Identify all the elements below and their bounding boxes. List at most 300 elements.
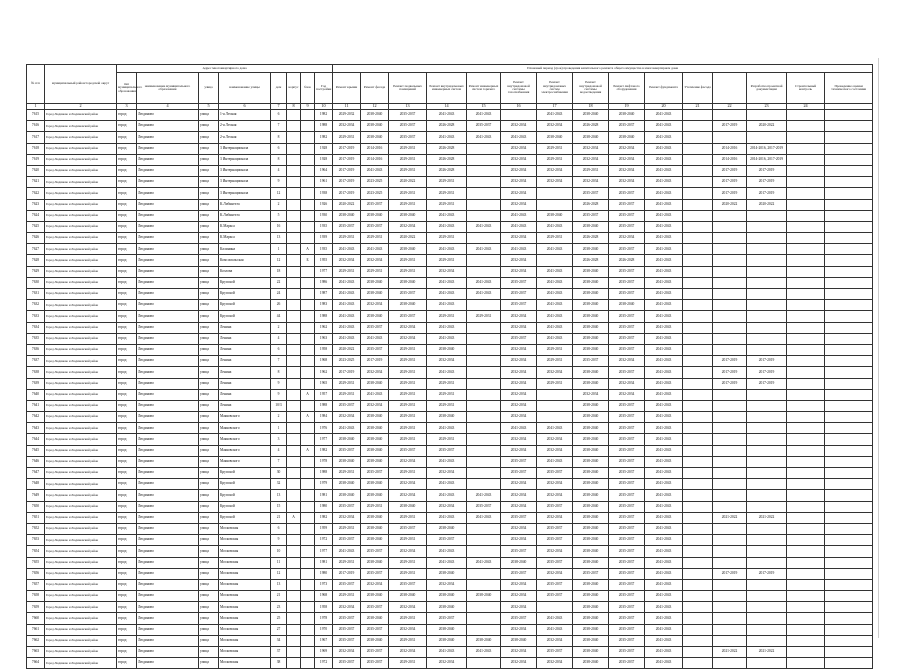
region-cell: Город Людиново и Людиновский район: [45, 412, 117, 423]
building-cell: [301, 568, 315, 579]
work-period-cell: 2041-2043: [427, 289, 467, 300]
korpus-cell: [287, 557, 301, 568]
street-type-cell: улица: [199, 546, 219, 557]
column-number: 1: [27, 104, 45, 110]
house-cell: 25: [271, 613, 287, 624]
work-period-cell: 2041-2043: [333, 322, 361, 333]
work-period-cell: [537, 400, 573, 411]
work-period-cell: 2029-2031: [333, 389, 361, 400]
settlement-cell: Людиново: [137, 221, 199, 232]
work-period-cell: 2038-2040: [361, 535, 389, 546]
table-row: [27, 523, 873, 534]
work-period-cell: 2032-2034: [501, 647, 537, 658]
year-cell: 1988: [315, 121, 333, 132]
table-row: [27, 221, 873, 232]
work-period-cell: [683, 579, 713, 590]
work-period-cell: [713, 468, 747, 479]
street-cell: Ленина: [219, 367, 271, 378]
year-cell: 1986: [315, 277, 333, 288]
column-number: 20: [645, 104, 683, 110]
table-row: [27, 154, 873, 165]
work-period-cell: [747, 423, 787, 434]
work-period-cell: 2035-2037: [389, 445, 427, 456]
settlement-type-cell: город: [117, 602, 137, 613]
work-period-cell: 2017-2019: [333, 188, 361, 199]
work-period-cell: 2035-2037: [389, 579, 427, 590]
work-period-cell: 2041-2043: [645, 277, 683, 288]
house-cell: 26: [271, 300, 287, 311]
work-period-cell: 2038-2040: [333, 210, 361, 221]
work-period-cell: 2041-2043: [645, 110, 683, 121]
work-period-cell: [825, 624, 873, 635]
table-row: [27, 356, 873, 367]
work-period-cell: 2041-2043: [645, 165, 683, 176]
work-period-cell: 2041-2043: [537, 110, 573, 121]
work-period-cell: 2035-2037: [333, 624, 361, 635]
korpus-cell: [287, 143, 301, 154]
work-period-cell: 2035-2037: [609, 367, 645, 378]
work-period-cell: 2041-2043: [537, 613, 573, 624]
street-type-cell: улица: [199, 333, 219, 344]
house-cell: 6: [271, 143, 287, 154]
street-type-cell: улица: [199, 378, 219, 389]
work-period-cell: [747, 266, 787, 277]
settlement-type-cell: город: [117, 635, 137, 646]
table-row: [27, 110, 873, 121]
region-cell: Город Людиново и Людиновский район: [45, 490, 117, 501]
work-period-cell: [747, 523, 787, 534]
work-period-cell: 2041-2043: [645, 221, 683, 232]
work-period-cell: [747, 602, 787, 613]
work-period-cell: 2032-2034: [389, 479, 427, 490]
work-period-cell: 2029-2031: [537, 356, 573, 367]
building-cell: [301, 356, 315, 367]
settlement-cell: Людиново: [137, 647, 199, 658]
street-type-cell: улица: [199, 210, 219, 221]
work-period-cell: 2038-2040: [573, 423, 609, 434]
work-period-cell: 2035-2037: [609, 423, 645, 434]
house-cell: 4: [271, 333, 287, 344]
work-period-cell: 2035-2037: [609, 602, 645, 613]
work-period-cell: [747, 613, 787, 624]
work-period-cell: 2035-2037: [333, 221, 361, 232]
work-period-cell: 2038-2040: [467, 635, 501, 646]
work-period-cell: 2041-2043: [645, 512, 683, 523]
korpus-cell: [287, 154, 301, 165]
row-number: 7640: [27, 389, 45, 400]
table-row: [27, 389, 873, 400]
table-row: [27, 266, 873, 277]
work-period-cell: 2035-2037: [361, 221, 389, 232]
region-cell: Город Людиново и Людиновский район: [45, 434, 117, 445]
settlement-cell: Людиново: [137, 501, 199, 512]
region-cell: Город Людиново и Людиновский район: [45, 199, 117, 210]
work-period-cell: 2035-2037: [609, 289, 645, 300]
settlement-cell: Людиново: [137, 154, 199, 165]
work-period-cell: 2035-2037: [609, 277, 645, 288]
work-period-cell: 2029-2031: [427, 255, 467, 266]
work-period-cell: 2041-2043: [361, 165, 389, 176]
work-period-cell: 2041-2043: [427, 367, 467, 378]
row-number: 7642: [27, 412, 45, 423]
settlement-type-cell: город: [117, 501, 137, 512]
work-period-cell: 2020-2022: [389, 177, 427, 188]
col-street-header: наименование улицы: [219, 73, 271, 104]
row-number: 7634: [27, 322, 45, 333]
work-period-cell: 2035-2037: [361, 199, 389, 210]
work-period-cell: 2029-2031: [389, 143, 427, 154]
work-period-cell: [825, 378, 873, 389]
table-row: [27, 602, 873, 613]
region-cell: Город Людиново и Людиновский район: [45, 110, 117, 121]
work-period-cell: [537, 199, 573, 210]
work-period-cell: 2035-2037: [609, 512, 645, 523]
street-type-cell: улица: [199, 613, 219, 624]
work-period-cell: [787, 412, 825, 423]
work-period-cell: [825, 456, 873, 467]
work-period-cell: [787, 523, 825, 534]
work-period-cell: [825, 490, 873, 501]
work-period-cell: 2035-2037: [537, 523, 573, 534]
settlement-cell: Людиново: [137, 143, 199, 154]
work-period-cell: 2041-2043: [645, 635, 683, 646]
house-cell: 23: [271, 602, 287, 613]
settlement-cell: Людиново: [137, 132, 199, 143]
row-number: 7619: [27, 154, 45, 165]
work-period-cell: 2035-2037: [537, 557, 573, 568]
work-period-cell: 2032-2034: [389, 602, 427, 613]
korpus-cell: [287, 378, 301, 389]
work-period-cell: 2038-2040: [361, 110, 389, 121]
work-period-cell: 2041-2043: [427, 300, 467, 311]
work-period-cell: [683, 389, 713, 400]
work-period-cell: 2014-2016: [361, 154, 389, 165]
row-number: 7656: [27, 568, 45, 579]
work-period-cell: 2041-2043: [361, 389, 389, 400]
work-period-cell: 2017-2019: [713, 367, 747, 378]
street-cell: 3 Интернационала: [219, 154, 271, 165]
work-period-cell: 2038-2040: [573, 322, 609, 333]
table-body: [27, 110, 873, 669]
work-period-cell: 2041-2043: [645, 579, 683, 590]
korpus-cell: [287, 658, 301, 669]
column-number: 16: [501, 104, 537, 110]
street-type-cell: улица: [199, 658, 219, 669]
work-period-cell: 2035-2037: [537, 579, 573, 590]
work-period-cell: 2032-2034: [427, 468, 467, 479]
building-cell: [301, 300, 315, 311]
work-period-cell: 2032-2034: [501, 356, 537, 367]
work-period-cell: [747, 322, 787, 333]
building-cell: [301, 333, 315, 344]
street-cell: Крупской: [219, 300, 271, 311]
work-period-cell: 2035-2037: [501, 546, 537, 557]
work-period-cell: [683, 546, 713, 557]
settlement-cell: Людиново: [137, 322, 199, 333]
year-cell: 1928: [315, 143, 333, 154]
work-period-cell: 2041-2043: [645, 143, 683, 154]
work-period-cell: [787, 255, 825, 266]
work-period-cell: [825, 289, 873, 300]
table-row: [27, 188, 873, 199]
work-period-cell: [825, 322, 873, 333]
work-period-cell: 2020-2022: [333, 344, 361, 355]
work-period-cell: 2038-2040: [573, 501, 609, 512]
work-period-cell: 2035-2037: [573, 210, 609, 221]
korpus-cell: [287, 468, 301, 479]
street-cell: Московская: [219, 523, 271, 534]
work-period-cell: 2038-2040: [361, 210, 389, 221]
row-number: 7620: [27, 165, 45, 176]
settlement-cell: Людиново: [137, 199, 199, 210]
work-period-cell: [825, 110, 873, 121]
settlement-cell: Людиново: [137, 378, 199, 389]
work-period-cell: 2026-2028: [427, 121, 467, 132]
house-cell: 9: [271, 389, 287, 400]
work-period-cell: 2017-2019: [747, 367, 787, 378]
building-cell: [301, 143, 315, 154]
region-cell: Город Людиново и Людиновский район: [45, 523, 117, 534]
work-period-cell: 2017-2019: [713, 188, 747, 199]
street-type-cell: улица: [199, 523, 219, 534]
region-cell: Город Людиново и Людиновский район: [45, 210, 117, 221]
work-period-cell: 2029-2031: [389, 165, 427, 176]
work-period-cell: 2032-2034: [501, 412, 537, 423]
work-period-cell: [747, 221, 787, 232]
house-cell: 1: [271, 244, 287, 255]
work-period-cell: 2032-2034: [501, 344, 537, 355]
year-cell: 1965: [315, 378, 333, 389]
work-period-cell: [747, 277, 787, 288]
street-cell: Ленина: [219, 356, 271, 367]
work-period-cell: 2029-2032: [333, 110, 361, 121]
building-cell: [301, 456, 315, 467]
korpus-cell: [287, 479, 301, 490]
work-period-cell: 2032-2034: [501, 266, 537, 277]
work-period-cell: 2035-2037: [389, 121, 427, 132]
work-period-cell: [825, 311, 873, 322]
work-period-cell: [825, 210, 873, 221]
work-period-cell: 2038-2040: [361, 635, 389, 646]
row-number: 7621: [27, 177, 45, 188]
work-period-cell: 2029-2031: [389, 535, 427, 546]
work-period-cell: 2029-2031: [389, 389, 427, 400]
settlement-cell: Людиново: [137, 624, 199, 635]
work-period-cell: [683, 311, 713, 322]
table-row: [27, 658, 873, 669]
house-cell: 21: [271, 591, 287, 602]
col-facade-header: Ремонт фасада: [361, 73, 389, 104]
work-period-cell: [787, 177, 825, 188]
work-period-cell: 2038-2040: [573, 468, 609, 479]
korpus-cell: [287, 591, 301, 602]
table-row: [27, 557, 873, 568]
work-period-cell: 2041-2043: [645, 389, 683, 400]
work-period-cell: 2041-2043: [645, 501, 683, 512]
year-cell: 1982: [315, 445, 333, 456]
settlement-type-cell: город: [117, 143, 137, 154]
work-period-cell: 2038-2040: [361, 311, 389, 322]
work-period-cell: 2017-2019: [747, 378, 787, 389]
settlement-cell: Людиново: [137, 557, 199, 568]
work-period-cell: [713, 434, 747, 445]
work-period-cell: 2020-2022: [747, 121, 787, 132]
street-type-cell: улица: [199, 423, 219, 434]
work-period-cell: 2035-2037: [609, 244, 645, 255]
work-period-cell: 2035-2037: [333, 635, 361, 646]
work-period-cell: 2032-2034: [361, 255, 389, 266]
work-period-cell: 2032-2034: [427, 501, 467, 512]
settlement-cell: Людиново: [137, 535, 199, 546]
building-cell: [301, 490, 315, 501]
work-period-cell: [747, 501, 787, 512]
work-period-cell: 2032-2034: [501, 154, 537, 165]
row-number: 7657: [27, 579, 45, 590]
settlement-cell: Людиново: [137, 591, 199, 602]
house-cell: 12: [271, 255, 287, 266]
work-period-cell: 2038-2040: [573, 434, 609, 445]
building-cell: Б: [301, 255, 315, 266]
work-period-cell: 2017-2019: [713, 121, 747, 132]
work-period-cell: 2041-2043: [467, 132, 501, 143]
work-period-cell: 2041-2043: [645, 591, 683, 602]
work-period-cell: 2032-2034: [609, 389, 645, 400]
region-cell: Город Людиново и Людиновский район: [45, 635, 117, 646]
work-period-cell: 2038-2040: [573, 479, 609, 490]
work-period-cell: 2035-2037: [609, 266, 645, 277]
work-period-cell: 2032-2034: [389, 546, 427, 557]
work-period-cell: 2032-2034: [501, 523, 537, 534]
work-period-cell: 2032-2034: [573, 177, 609, 188]
work-period-cell: [467, 434, 501, 445]
settlement-type-cell: город: [117, 165, 137, 176]
year-cell: 1967: [315, 635, 333, 646]
street-cell: Московская: [219, 635, 271, 646]
work-period-cell: [683, 501, 713, 512]
work-period-cell: 2029-2031: [389, 512, 427, 523]
street-cell: Калинина: [219, 244, 271, 255]
work-period-cell: 2041-2043: [645, 647, 683, 658]
region-cell: Город Людиново и Людиновский район: [45, 311, 117, 322]
work-period-cell: 2032-2034: [427, 579, 467, 590]
work-period-cell: 2038-2040: [333, 434, 361, 445]
table-row: [27, 624, 873, 635]
year-cell: 1970: [315, 624, 333, 635]
street-cell: Крупской: [219, 512, 271, 523]
settlement-cell: Людиново: [137, 423, 199, 434]
work-period-cell: 2032-2034: [501, 188, 537, 199]
street-type-cell: улица: [199, 177, 219, 188]
work-period-cell: 2017-2019: [333, 143, 361, 154]
work-period-cell: 2023-2025: [361, 177, 389, 188]
street-type-cell: улица: [199, 132, 219, 143]
work-period-cell: [713, 445, 747, 456]
work-period-cell: 2041-2043: [427, 479, 467, 490]
table-row: [27, 255, 873, 266]
korpus-cell: [287, 490, 301, 501]
work-period-cell: [683, 188, 713, 199]
row-number: 7625: [27, 221, 45, 232]
work-period-cell: [713, 300, 747, 311]
work-period-cell: [683, 177, 713, 188]
work-period-cell: 2041-2043: [427, 490, 467, 501]
house-cell: 13: [271, 490, 287, 501]
capital-repair-schedule-table: [26, 64, 873, 669]
settlement-cell: Людиново: [137, 490, 199, 501]
building-cell: [301, 468, 315, 479]
work-period-cell: [537, 602, 573, 613]
work-period-cell: 2038-2040: [427, 624, 467, 635]
work-period-cell: 2041-2043: [645, 378, 683, 389]
settlement-type-cell: город: [117, 344, 137, 355]
street-cell: Крупской: [219, 501, 271, 512]
work-period-cell: [787, 356, 825, 367]
region-cell: Город Людиново и Людиновский район: [45, 121, 117, 132]
work-period-cell: [683, 378, 713, 389]
work-period-cell: 2021-2022: [713, 647, 747, 658]
year-cell: 1964: [315, 165, 333, 176]
work-period-cell: 2035-2037: [609, 188, 645, 199]
work-period-cell: [787, 233, 825, 244]
work-period-cell: [683, 568, 713, 579]
work-period-cell: 2035-2037: [333, 535, 361, 546]
work-period-cell: 2035-2037: [501, 613, 537, 624]
building-cell: [301, 210, 315, 221]
street-cell: Крупской: [219, 289, 271, 300]
work-period-cell: 2038-2040: [573, 512, 609, 523]
settlement-type-cell: город: [117, 412, 137, 423]
work-period-cell: 2041-2043: [645, 322, 683, 333]
house-cell: 9: [271, 535, 287, 546]
work-period-cell: 2032-2034: [389, 221, 427, 232]
house-cell: 38: [271, 658, 287, 669]
street-cell: Московская: [219, 535, 271, 546]
work-period-cell: [467, 412, 501, 423]
row-number: 7658: [27, 591, 45, 602]
work-period-cell: 2032-2034: [501, 479, 537, 490]
work-period-cell: 2035-2037: [501, 289, 537, 300]
work-period-cell: 2032-2034: [501, 378, 537, 389]
work-period-cell: 2026-2028: [573, 255, 609, 266]
settlement-type-cell: город: [117, 188, 137, 199]
work-period-cell: [747, 333, 787, 344]
work-period-cell: 2032-2034: [537, 568, 573, 579]
work-period-cell: 2035-2037: [609, 445, 645, 456]
work-period-cell: [825, 165, 873, 176]
work-period-cell: 2026-2028: [427, 143, 467, 154]
work-period-cell: 2029-2031: [427, 311, 467, 322]
korpus-cell: [287, 546, 301, 557]
work-period-cell: [787, 658, 825, 669]
building-cell: А: [301, 445, 315, 456]
col-sewer-header: Ремонт внутридомовой системы водоотведения: [573, 73, 609, 104]
work-period-cell: 2032-2034: [333, 412, 361, 423]
korpus-cell: [287, 624, 301, 635]
building-cell: [301, 311, 315, 322]
work-period-cell: [787, 557, 825, 568]
house-cell: 11: [271, 557, 287, 568]
work-period-cell: [467, 356, 501, 367]
work-period-cell: [683, 277, 713, 288]
settlement-cell: Людиново: [137, 344, 199, 355]
work-period-cell: [747, 132, 787, 143]
work-period-cell: 2014-2016, 2017-2019: [747, 154, 787, 165]
street-type-cell: улица: [199, 143, 219, 154]
work-period-cell: 2020-2022: [389, 233, 427, 244]
building-cell: [301, 557, 315, 568]
year-cell: 1983: [315, 300, 333, 311]
building-cell: [301, 344, 315, 355]
